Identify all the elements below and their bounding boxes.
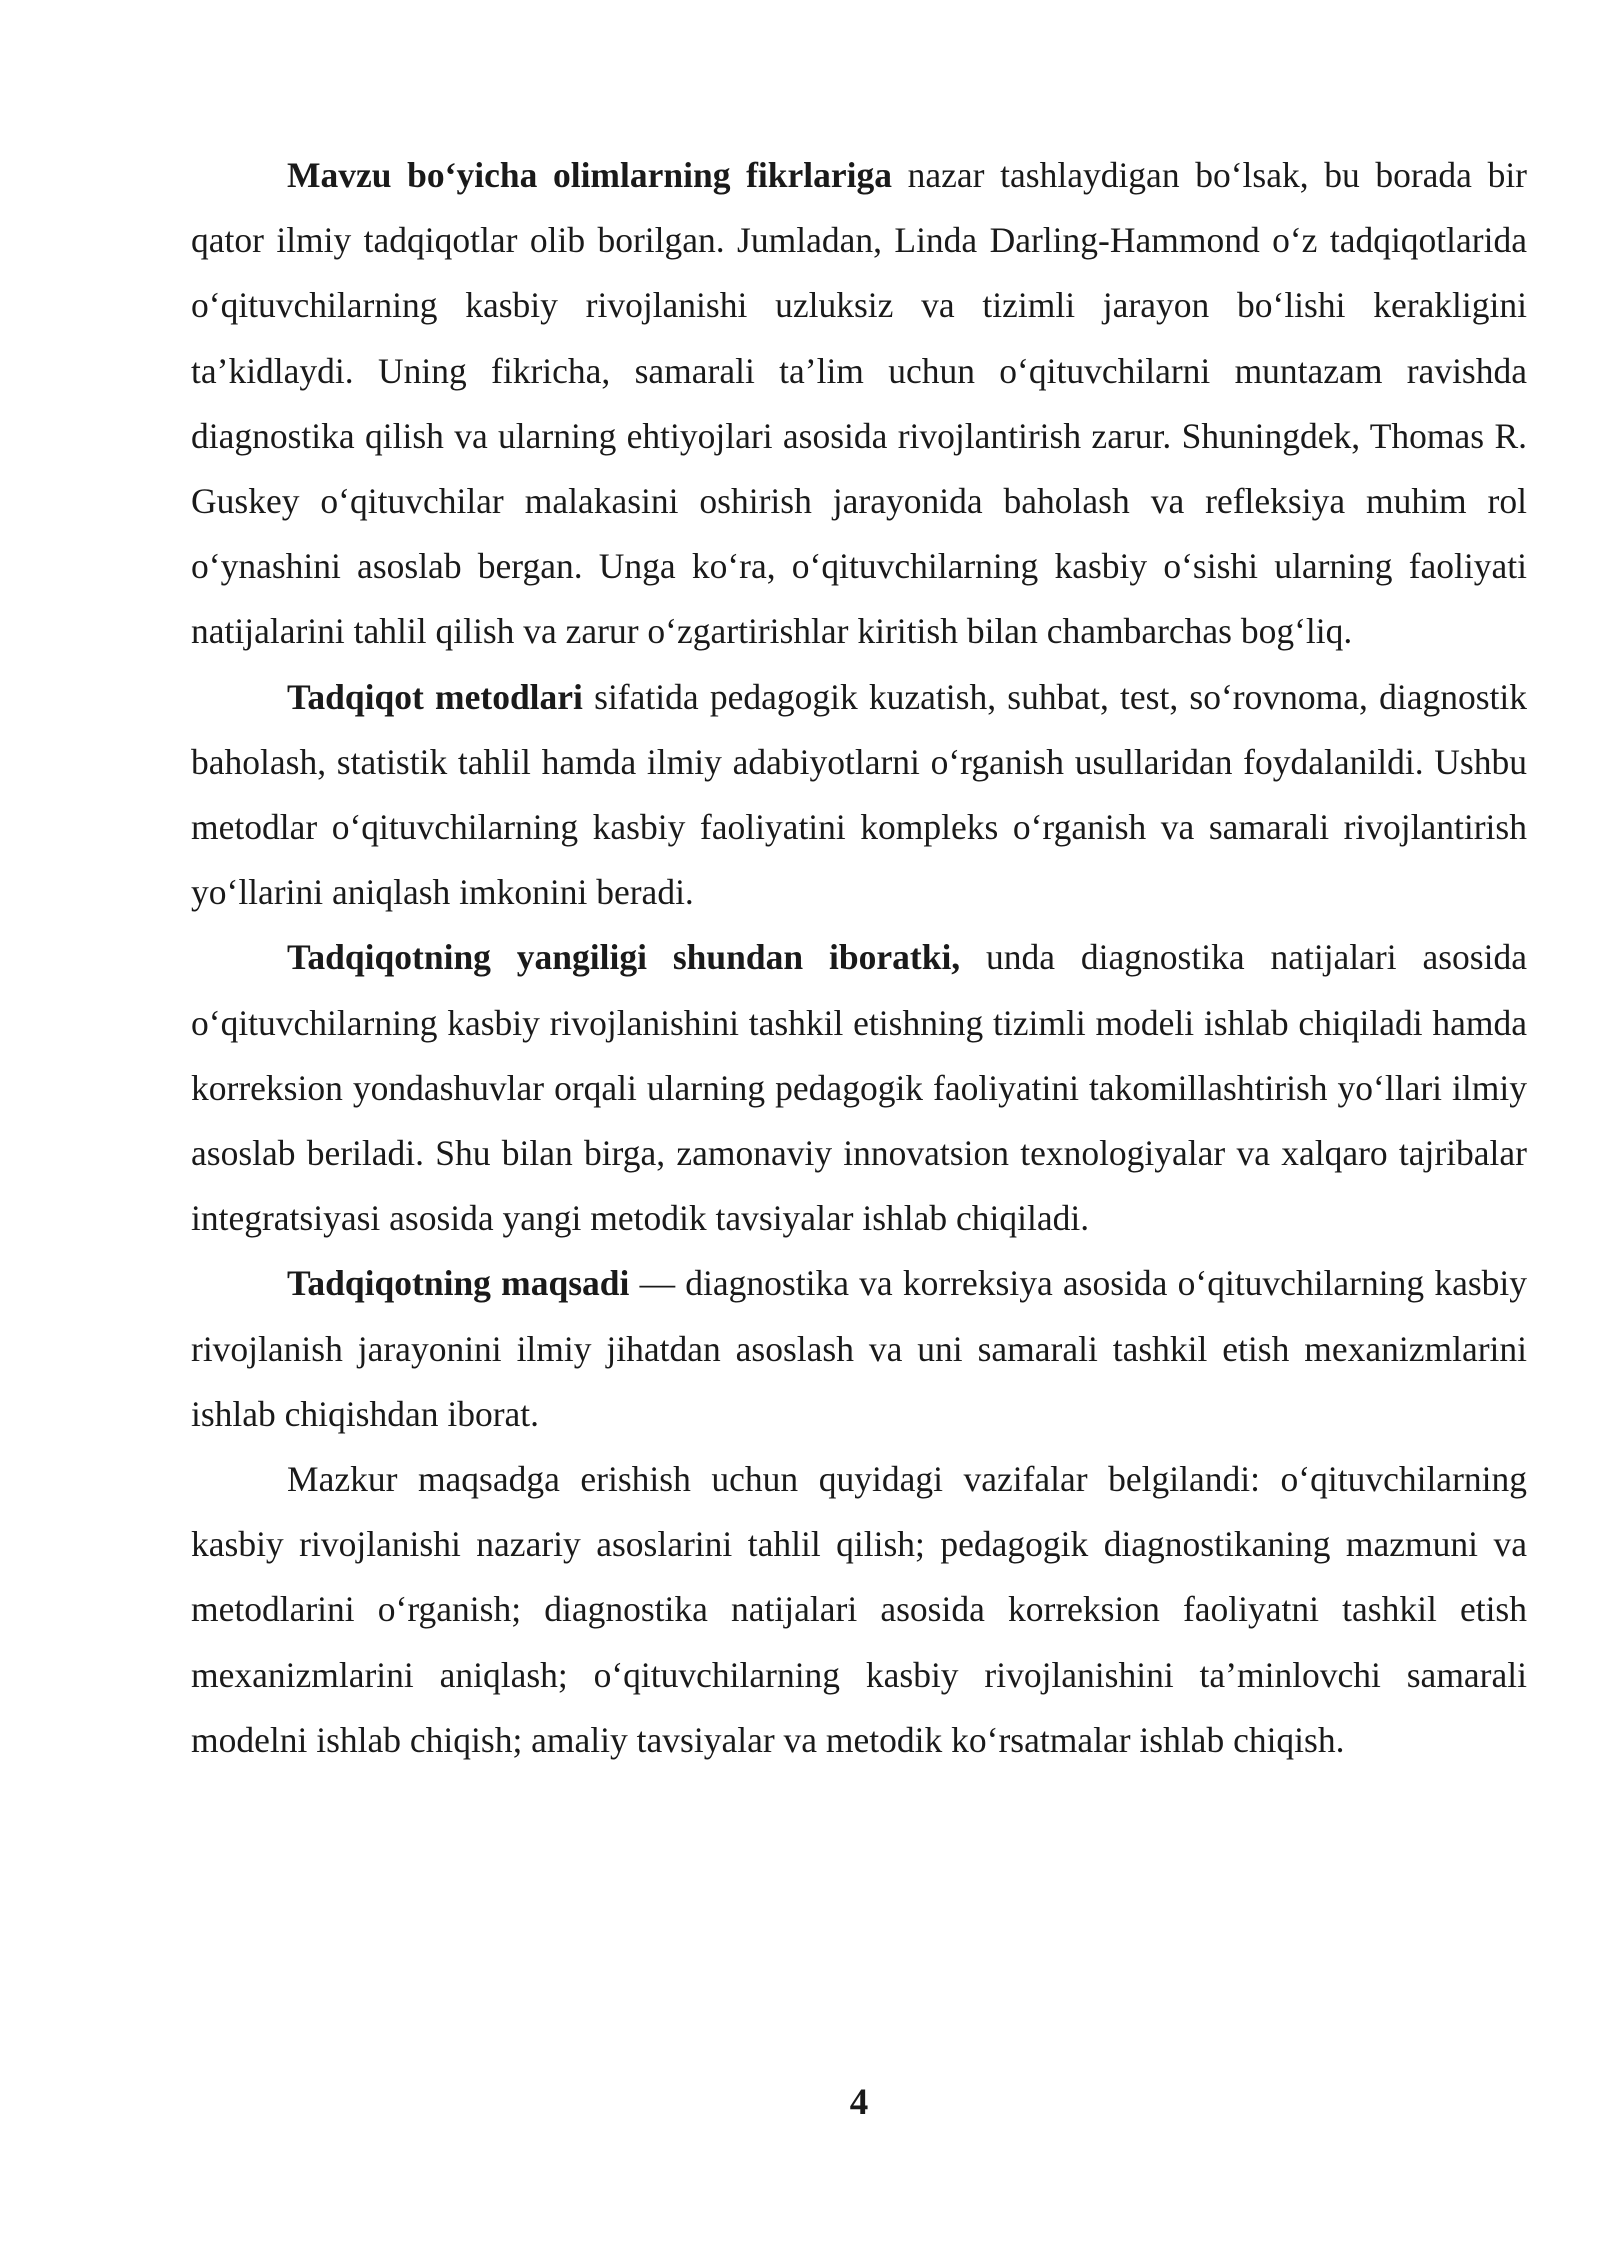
paragraph-text: sifatida pedagogik kuzatish, suhbat, test, so‘rovnoma, diagnostik baholash, statistik tahlil hamda ilmiy adabiyotlarni o‘rganish usullaridan foydalanildi. Ushbu metodlar o‘qituvchilarning kasbiy faoliyatini kompleks o‘rganish va samarali rivojlantirish yo‘llarini aniqlash imkonini beradi.: [191, 676, 1527, 913]
paragraph-research-goal: [191, 1251, 1527, 1447]
body-text: [191, 143, 1527, 1773]
paragraph-text: nazar tashlaydigan bo‘lsak, bu borada bir qator ilmiy tadqiqotlar olib borilgan. Jumladan, Linda Darling-Hammond o‘z tadqiqotlarida o‘qituvchilarning kasbiy rivojlanishi uzluksiz va tizimli jarayon bo‘lishi kerakligini ta’kidlaydi. Uning fikricha, samarali ta’lim uchun o‘qituvchilarni muntazam ravishda diagnostika qilish va ularning ehtiyojlari asosida rivojlantirish zarur. Shuningdek, Thomas R. Guskey o‘qituvchilar malakasini oshirish jarayonida baholash va refleksiya muhim rol o‘ynashini asoslab bergan. Unga ko‘ra, o‘qituvchilarning kasbiy o‘sishi ularning faoliyati natijalarini tahlil qilish va zarur o‘zgartirishlar kiritish bilan chambarchas bog‘liq.: [191, 155, 1528, 652]
paragraph-text: Mazkur maqsadga erishish uchun quyidagi vazifalar belgilandi: o‘qituvchilarning kasbiy rivojlanishi nazariy asoslarini tahlil qilish; pedagogik diagnostikaning mazmuni va metodlarini o‘rganish; diagnostika natijalari asosida korreksion faoliyatni tashkil etish mexanizmlarini aniqlash; o‘qituvchilarning kasbiy rivojlanishini ta’minlovchi samarali modelni ishlab chiqish; amaliy tavsiyalar va metodik ko‘rsatmalar ishlab chiqish.: [191, 1459, 1527, 1760]
paragraph-lead-bold: Tadqiqotning yangiligi shundan iboratki,: [287, 937, 961, 978]
paragraph-lead-bold: Mavzu bo‘yicha olimlarning fikrlariga: [287, 155, 893, 195]
paragraph-research-novelty: [191, 925, 1527, 1251]
paragraph-lead-bold: Tadqiqot metodlari: [287, 676, 583, 717]
page-number: 4: [849, 2082, 869, 2123]
paragraph-text: — diagnostika va korreksiya asosida o‘qituvchilarning kasbiy rivojlanish jarayonini ilmiy jihatdan asoslash va uni samarali tashkil etish mexanizmlarini ishlab chiqishdan iborat.: [191, 1263, 1527, 1434]
paragraph-scholars-views: [191, 143, 1527, 665]
paragraph-research-tasks: [191, 1447, 1527, 1773]
paragraph-research-methods: [191, 665, 1527, 926]
paragraph-lead-bold: Tadqiqotning maqsadi: [287, 1263, 630, 1304]
paragraph-text: unda diagnostika natijalari asosida o‘qituvchilarning kasbiy rivojlanishini tashkil etishning tizimli modeli ishlab chiqiladi hamda korreksion yondashuvlar orqali ularning pedagogik faoliyatini takomillashtirish yo‘llari ilmiy asoslab beriladi. Shu bilan birga, zamonaviy innovatsion texnologiyalar va xalqaro tajribalar integratsiyasi asosida yangi metodik tavsiyalar ishlab chiqiladi.: [191, 937, 1527, 1239]
